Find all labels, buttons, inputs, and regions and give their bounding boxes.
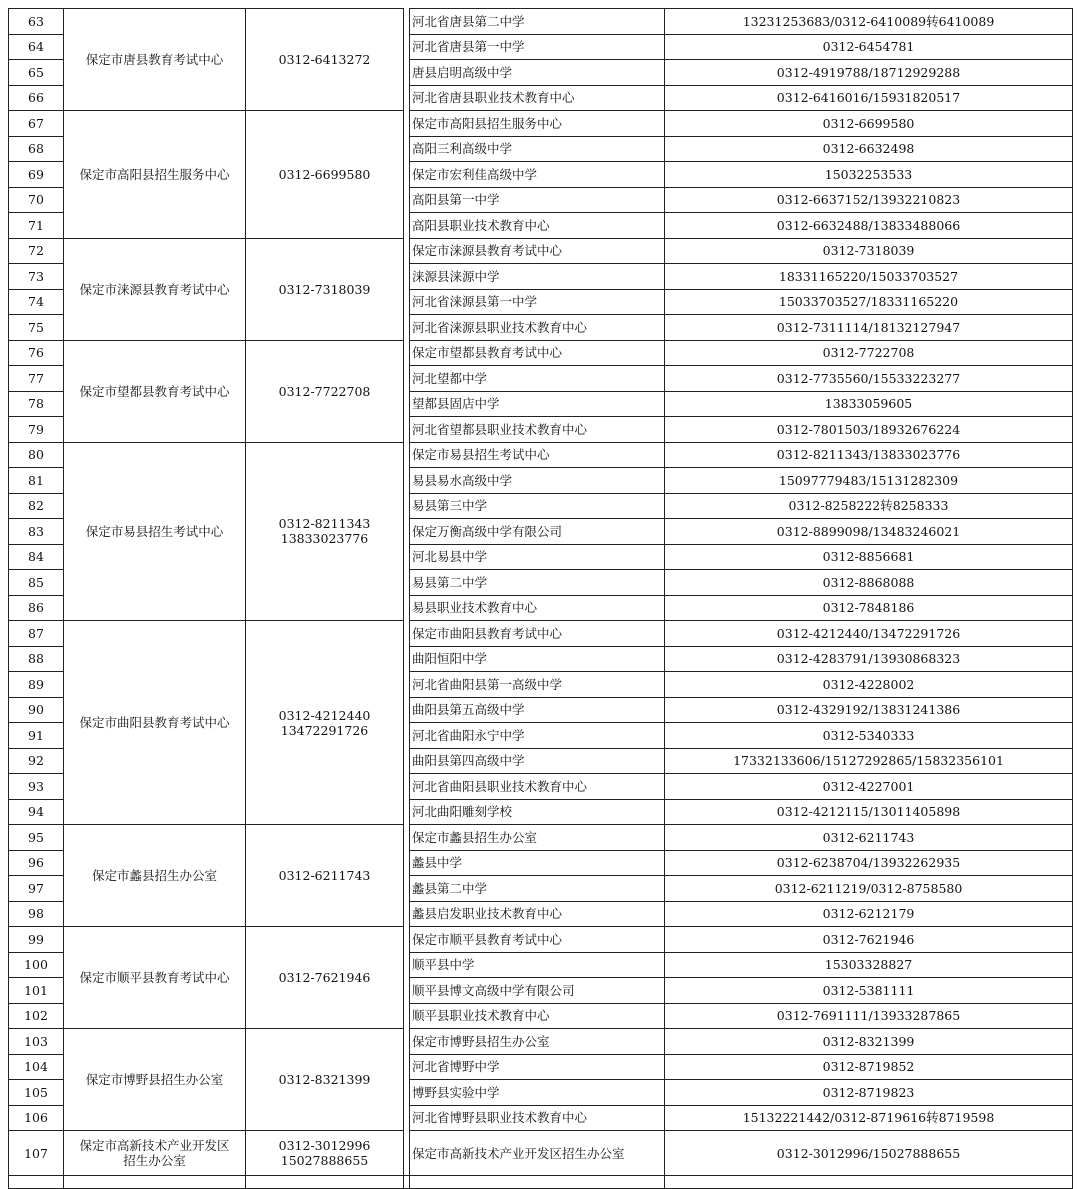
row-number: 92 <box>9 748 64 774</box>
row-number: 95 <box>9 825 64 851</box>
school-phone: 0312-7801503/18932676224 <box>665 417 1073 443</box>
school-name: 河北省涞源县第一中学 <box>410 289 665 315</box>
school-phone: 0312-3012996/15027888655 <box>665 1131 1073 1176</box>
row-number: 87 <box>9 621 64 647</box>
row-number: 63 <box>9 9 64 35</box>
department-phone <box>246 442 404 621</box>
school-name: 河北省博野县职业技术教育中心 <box>410 1105 665 1131</box>
department-phone-line: 0312-8211343 <box>278 516 371 532</box>
school-phone: 0312-4212440/13472291726 <box>665 621 1073 647</box>
department-phone-line: 0312-6413272 <box>278 52 371 67</box>
school-phone: 0312-7318039 <box>665 238 1073 264</box>
school-phone: 0312-4919788/18712929288 <box>665 60 1073 86</box>
row-number: 78 <box>9 391 64 417</box>
school-name: 保定市蠡县招生办公室 <box>410 825 665 851</box>
school-name: 河北省曲阳县职业技术教育中心 <box>410 774 665 800</box>
department-phone-line: 0312-3012996 <box>278 1138 371 1153</box>
school-name: 保定市高阳县招生服务中心 <box>410 111 665 137</box>
row-number: 77 <box>9 366 64 392</box>
row-number: 67 <box>9 111 64 137</box>
row-number: 101 <box>9 978 64 1004</box>
school-name: 保定市宏利佳高级中学 <box>410 162 665 188</box>
row-number: 91 <box>9 723 64 749</box>
row-number: 97 <box>9 876 64 902</box>
school-phone: 0312-8868088 <box>665 570 1073 596</box>
empty-cell <box>665 1176 1073 1189</box>
school-name: 保定市涞源县教育考试中心 <box>410 238 665 264</box>
table-row <box>9 238 1073 264</box>
school-name: 河北省望都县职业技术教育中心 <box>410 417 665 443</box>
department-phone-line: 13472291726 <box>280 722 369 738</box>
school-name: 河北省博野中学 <box>410 1054 665 1080</box>
row-number: 69 <box>9 162 64 188</box>
table-row <box>9 9 1073 35</box>
school-name: 保定市望都县教育考试中心 <box>410 340 665 366</box>
row-number: 71 <box>9 213 64 239</box>
school-phone: 15132221442/0312-8719616转8719598 <box>665 1105 1073 1131</box>
school-name: 易县职业技术教育中心 <box>410 595 665 621</box>
school-name: 河北曲阳雕刻学校 <box>410 799 665 825</box>
school-phone: 15033703527/18331165220 <box>665 289 1073 315</box>
table-row <box>9 340 1073 366</box>
row-number: 107 <box>9 1131 64 1176</box>
school-phone: 15303328827 <box>665 952 1073 978</box>
row-number: 90 <box>9 697 64 723</box>
department-name-line: 保定市易县招生考试中心 <box>85 523 224 539</box>
school-name: 易县第二中学 <box>410 570 665 596</box>
department-phone-line: 0312-7318039 <box>278 281 371 297</box>
empty-cell <box>64 1176 246 1189</box>
school-phone: 0312-8719852 <box>665 1054 1073 1080</box>
row-number: 64 <box>9 34 64 60</box>
department-name-line: 保定市高阳县招生服务中心 <box>79 166 230 182</box>
school-name: 河北省唐县职业技术教育中心 <box>410 85 665 111</box>
department-name <box>64 1131 246 1176</box>
row-number: 72 <box>9 238 64 264</box>
department-name <box>64 1029 246 1131</box>
row-number: 99 <box>9 927 64 953</box>
table-row-cutoff <box>9 1176 1073 1189</box>
school-name: 河北省曲阳永宁中学 <box>410 723 665 749</box>
row-number: 96 <box>9 850 64 876</box>
school-phone: 0312-8719823 <box>665 1080 1073 1106</box>
school-phone: 0312-4227001 <box>665 774 1073 800</box>
school-phone: 0312-7735560/15533223277 <box>665 366 1073 392</box>
department-phone-line: 15027888655 <box>280 1153 369 1168</box>
department-phone <box>246 1029 404 1131</box>
school-name: 保定万衡高级中学有限公司 <box>410 519 665 545</box>
row-number: 81 <box>9 468 64 494</box>
row-number: 86 <box>9 595 64 621</box>
department-phone-line: 0312-6211743 <box>278 868 371 883</box>
school-name: 曲阳县第五高级中学 <box>410 697 665 723</box>
department-name <box>64 621 246 825</box>
table-row <box>9 825 1073 851</box>
school-phone: 13833059605 <box>665 391 1073 417</box>
school-name: 保定市高新技术产业开发区招生办公室 <box>410 1131 665 1176</box>
row-number: 70 <box>9 187 64 213</box>
school-phone: 0312-8211343/13833023776 <box>665 442 1073 468</box>
table-body <box>9 9 1073 1189</box>
admissions-contact-table <box>8 8 1073 1189</box>
row-number: 82 <box>9 493 64 519</box>
school-name: 易县第三中学 <box>410 493 665 519</box>
row-number: 66 <box>9 85 64 111</box>
department-phone <box>246 825 404 927</box>
department-phone-line: 0312-4212440 <box>278 707 371 723</box>
row-number: 102 <box>9 1003 64 1029</box>
school-name: 河北省涞源县职业技术教育中心 <box>410 315 665 341</box>
row-number: 80 <box>9 442 64 468</box>
school-phone: 0312-6637152/13932210823 <box>665 187 1073 213</box>
row-number: 76 <box>9 340 64 366</box>
row-number: 89 <box>9 672 64 698</box>
row-number: 74 <box>9 289 64 315</box>
school-phone: 17332133606/15127292865/15832356101 <box>665 748 1073 774</box>
school-phone: 15097779483/15131282309 <box>665 468 1073 494</box>
school-name: 河北省曲阳县第一高级中学 <box>410 672 665 698</box>
school-phone: 0312-5340333 <box>665 723 1073 749</box>
school-phone: 0312-7621946 <box>665 927 1073 953</box>
department-name <box>64 442 246 621</box>
school-name: 高阳三利高级中学 <box>410 136 665 162</box>
department-name <box>64 825 246 927</box>
school-name: 保定市顺平县教育考试中心 <box>410 927 665 953</box>
department-name-line: 保定市蠡县招生办公室 <box>91 868 217 883</box>
row-number: 93 <box>9 774 64 800</box>
table-row <box>9 1029 1073 1055</box>
department-phone-line: 0312-8321399 <box>278 1072 371 1087</box>
table-row <box>9 1131 1073 1176</box>
school-name: 蠡县第二中学 <box>410 876 665 902</box>
department-name <box>64 238 246 340</box>
department-phone-line: 0312-7722708 <box>278 383 371 399</box>
department-name-line: 保定市高新技术产业开发区 <box>79 1138 230 1153</box>
school-phone: 0312-4212115/13011405898 <box>665 799 1073 825</box>
table-row <box>9 442 1073 468</box>
school-phone: 0312-4228002 <box>665 672 1073 698</box>
department-name <box>64 111 246 239</box>
school-phone: 0312-4329192/13831241386 <box>665 697 1073 723</box>
school-phone: 0312-7311114/18132127947 <box>665 315 1073 341</box>
school-phone: 0312-8321399 <box>665 1029 1073 1055</box>
school-phone: 0312-8899098/13483246021 <box>665 519 1073 545</box>
row-number: 79 <box>9 417 64 443</box>
row-number: 100 <box>9 952 64 978</box>
row-number: 105 <box>9 1080 64 1106</box>
school-phone: 0312-6211743 <box>665 825 1073 851</box>
school-name: 曲阳恒阳中学 <box>410 646 665 672</box>
department-phone-line: 0312-6699580 <box>278 166 371 182</box>
empty-cell <box>246 1176 404 1189</box>
department-name-line: 保定市望都县教育考试中心 <box>79 383 230 399</box>
department-name-line: 保定市涞源县教育考试中心 <box>79 281 230 297</box>
department-name <box>64 9 246 111</box>
row-number: 104 <box>9 1054 64 1080</box>
school-name: 唐县启明高级中学 <box>410 60 665 86</box>
school-name: 高阳县职业技术教育中心 <box>410 213 665 239</box>
school-name: 曲阳县第四高级中学 <box>410 748 665 774</box>
school-phone: 13231253683/0312-6410089转6410089 <box>665 9 1073 35</box>
department-phone-line: 0312-7621946 <box>278 970 371 985</box>
school-name: 河北省唐县第二中学 <box>410 9 665 35</box>
row-number: 88 <box>9 646 64 672</box>
school-name: 保定市博野县招生办公室 <box>410 1029 665 1055</box>
department-phone <box>246 340 404 442</box>
school-phone: 0312-8258222转8258333 <box>665 493 1073 519</box>
school-name: 蠡县启发职业技术教育中心 <box>410 901 665 927</box>
school-name: 望都县固店中学 <box>410 391 665 417</box>
school-phone: 0312-7848186 <box>665 595 1073 621</box>
table-row <box>9 927 1073 953</box>
school-name: 蠡县中学 <box>410 850 665 876</box>
empty-cell <box>9 1176 64 1189</box>
school-name: 顺平县职业技术教育中心 <box>410 1003 665 1029</box>
school-phone: 0312-6211219/0312-8758580 <box>665 876 1073 902</box>
school-name: 顺平县中学 <box>410 952 665 978</box>
department-name <box>64 340 246 442</box>
school-phone: 0312-6632498 <box>665 136 1073 162</box>
row-number: 94 <box>9 799 64 825</box>
school-phone: 0312-6212179 <box>665 901 1073 927</box>
row-number: 73 <box>9 264 64 290</box>
school-phone: 0312-4283791/13930868323 <box>665 646 1073 672</box>
row-number: 84 <box>9 544 64 570</box>
school-phone: 0312-6238704/13932262935 <box>665 850 1073 876</box>
school-phone: 0312-6454781 <box>665 34 1073 60</box>
school-phone: 0312-7691111/13933287865 <box>665 1003 1073 1029</box>
school-name: 博野县实验中学 <box>410 1080 665 1106</box>
row-number: 85 <box>9 570 64 596</box>
department-phone <box>246 111 404 239</box>
school-name: 河北望都中学 <box>410 366 665 392</box>
row-number: 106 <box>9 1105 64 1131</box>
department-phone <box>246 9 404 111</box>
department-phone <box>246 927 404 1029</box>
school-phone: 15032253533 <box>665 162 1073 188</box>
row-number: 83 <box>9 519 64 545</box>
school-name: 河北易县中学 <box>410 544 665 570</box>
department-phone <box>246 1131 404 1176</box>
school-name: 易县易水高级中学 <box>410 468 665 494</box>
school-phone: 0312-6416016/15931820517 <box>665 85 1073 111</box>
department-name-line: 保定市顺平县教育考试中心 <box>79 970 230 985</box>
empty-cell <box>410 1176 665 1189</box>
table-row <box>9 621 1073 647</box>
department-name-line: 保定市曲阳县教育考试中心 <box>79 715 230 730</box>
department-phone <box>246 238 404 340</box>
department-phone-line: 13833023776 <box>280 531 369 547</box>
school-phone: 0312-6632488/13833488066 <box>665 213 1073 239</box>
department-name <box>64 927 246 1029</box>
row-number: 75 <box>9 315 64 341</box>
school-name: 保定市曲阳县教育考试中心 <box>410 621 665 647</box>
department-phone <box>246 621 404 825</box>
school-name: 顺平县博文高级中学有限公司 <box>410 978 665 1004</box>
row-number: 103 <box>9 1029 64 1055</box>
school-name: 涞源县涞源中学 <box>410 264 665 290</box>
school-phone: 0312-7722708 <box>665 340 1073 366</box>
school-phone: 0312-6699580 <box>665 111 1073 137</box>
department-name-line: 保定市博野县招生办公室 <box>85 1072 224 1087</box>
school-name: 河北省唐县第一中学 <box>410 34 665 60</box>
school-name: 保定市易县招生考试中心 <box>410 442 665 468</box>
department-name-line: 招生办公室 <box>123 1153 186 1168</box>
department-name-line: 保定市唐县教育考试中心 <box>85 52 224 67</box>
school-phone: 18331165220/15033703527 <box>665 264 1073 290</box>
school-phone: 0312-8856681 <box>665 544 1073 570</box>
row-number: 98 <box>9 901 64 927</box>
school-name: 高阳县第一中学 <box>410 187 665 213</box>
row-number: 65 <box>9 60 64 86</box>
row-number: 68 <box>9 136 64 162</box>
table-row <box>9 111 1073 137</box>
school-phone: 0312-5381111 <box>665 978 1073 1004</box>
